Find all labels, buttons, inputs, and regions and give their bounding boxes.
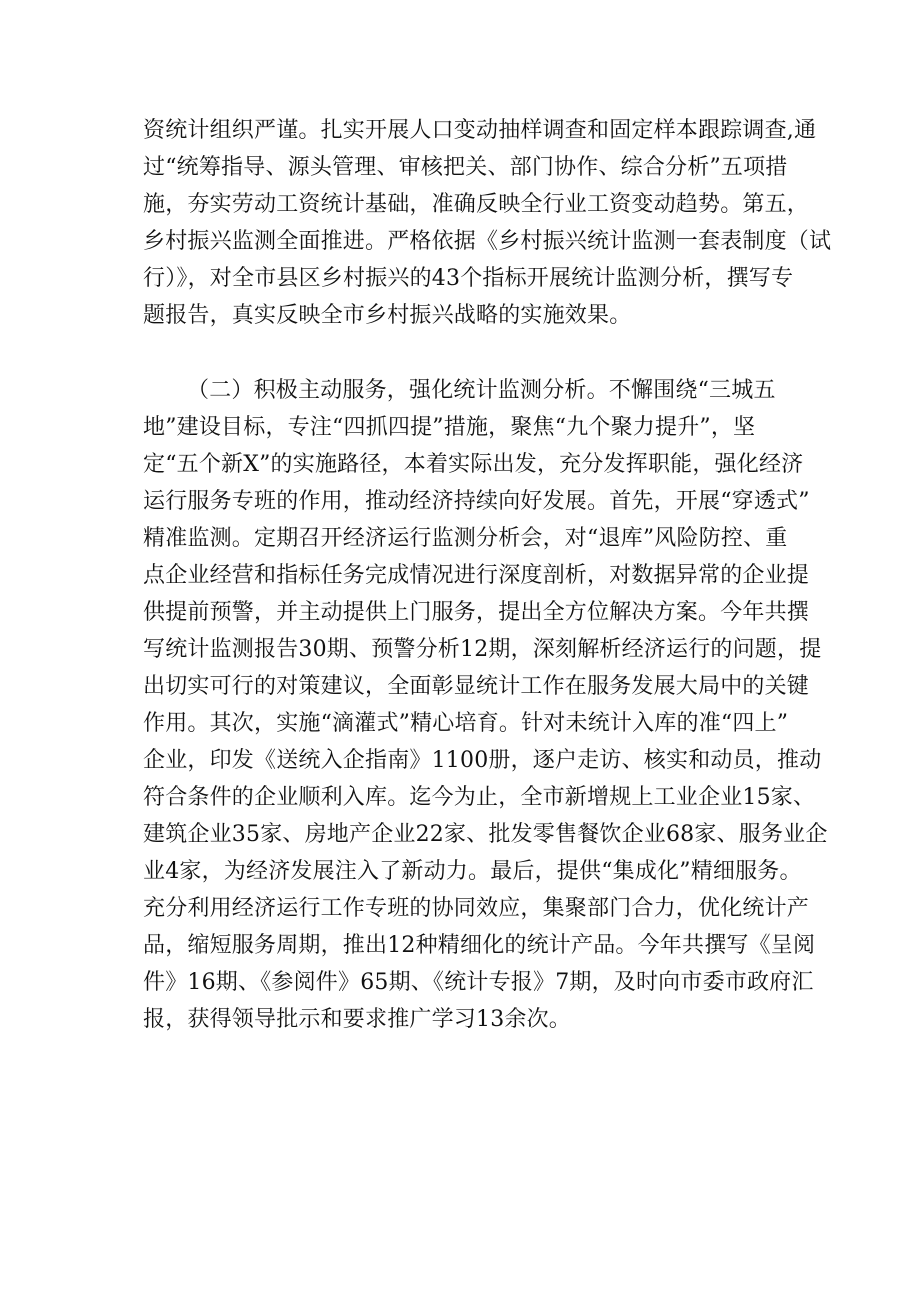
paragraph-1-line: 过“统筹指导、源头管理、审核把关、部门协作、综合分析”五项措 [143, 155, 788, 180]
paragraph-2-line: 运行服务专班的作用，推动经济持续向好发展。首先，开展“穿透式” [143, 489, 810, 514]
paragraph-2-line: 精准监测。定期召开经济运行监测分析会，对“退库”风险防控、重 [143, 526, 788, 551]
paragraph-1-line: 题报告，真实反映全市乡村振兴战略的实施效果。 [143, 303, 632, 328]
paragraph-2-line: 供提前预警，并主动提供上门服务，提出全方位解决方案。今年共撰 [143, 600, 810, 625]
paragraph-2-line: 建筑企业35家、房地产企业22家、批发零售餐饮企业68家、服务业企 [143, 822, 828, 847]
paragraph-1 [143, 112, 832, 334]
paragraph-2-line: 出切实可行的对策建议，全面彰显统计工作在服务发展大局中的关键 [143, 674, 810, 699]
paragraph-2-line: 业4家，为经济发展注入了新动力。最后，提供“集成化”精细服务。 [143, 859, 802, 884]
paragraph-2-line: 作用。其次，实施“滴灌式”精心培育。针对未统计入库的准“四上” [143, 711, 789, 736]
paragraph-1-line: 资统计组织严谨。扎实开展人口变动抽样调查和固定样本跟踪调查,通 [143, 118, 817, 143]
paragraph-2 [143, 372, 828, 1038]
paragraph-2-line: 写统计监测报告30期、预警分析12期，深刻解析经济运行的问题，提 [143, 637, 822, 662]
paragraph-2-line: （二）积极主动服务，强化统计监测分析。不懈围绕“三城五 [187, 378, 776, 403]
paragraph-2-line: 充分利用经济运行工作专班的协同效应，集聚部门合力，优化统计产 [143, 896, 810, 921]
paragraph-1-line: 行）》，对全市县区乡村振兴的43个指标开展统计监测分析，撰写专 [143, 266, 794, 291]
paragraph-2-line: 点企业经营和指标任务完成情况进行深度剖析，对数据异常的企业提 [143, 563, 810, 588]
paragraph-2-line: 符合条件的企业顺利入库。迄今为止，全市新增规上工业企业15家、 [143, 785, 816, 810]
paragraph-2-line: 件》16期、《参阅件》65期、《统计专报》7期，及时向市委市政府汇 [143, 970, 814, 995]
paragraph-2-line: 定“五个新X”的实施路径，本着实际出发，充分发挥职能，强化经济 [143, 452, 804, 477]
paragraph-2-line: 品，缩短服务周期，推出12种精细化的统计产品。今年共撰写《呈阅 [143, 933, 816, 958]
paragraph-2-line: 地”建设目标，专注“四抓四提”措施，聚焦“九个聚力提升”，坚 [143, 415, 756, 440]
paragraph-1-line: 乡村振兴监测全面推进。严格依据《乡村振兴统计监测一套表制度（试 [143, 229, 832, 254]
paragraph-2-line: 报，获得领导批示和要求推广学习13余次。 [143, 1007, 571, 1032]
paragraph-1-line: 施，夯实劳动工资统计基础，准确反映全行业工资变动趋势。第五， [143, 192, 810, 217]
paragraph-2-line: 企业，印发《送统入企指南》1100册，逐户走访、核实和动员，推动 [143, 748, 822, 773]
